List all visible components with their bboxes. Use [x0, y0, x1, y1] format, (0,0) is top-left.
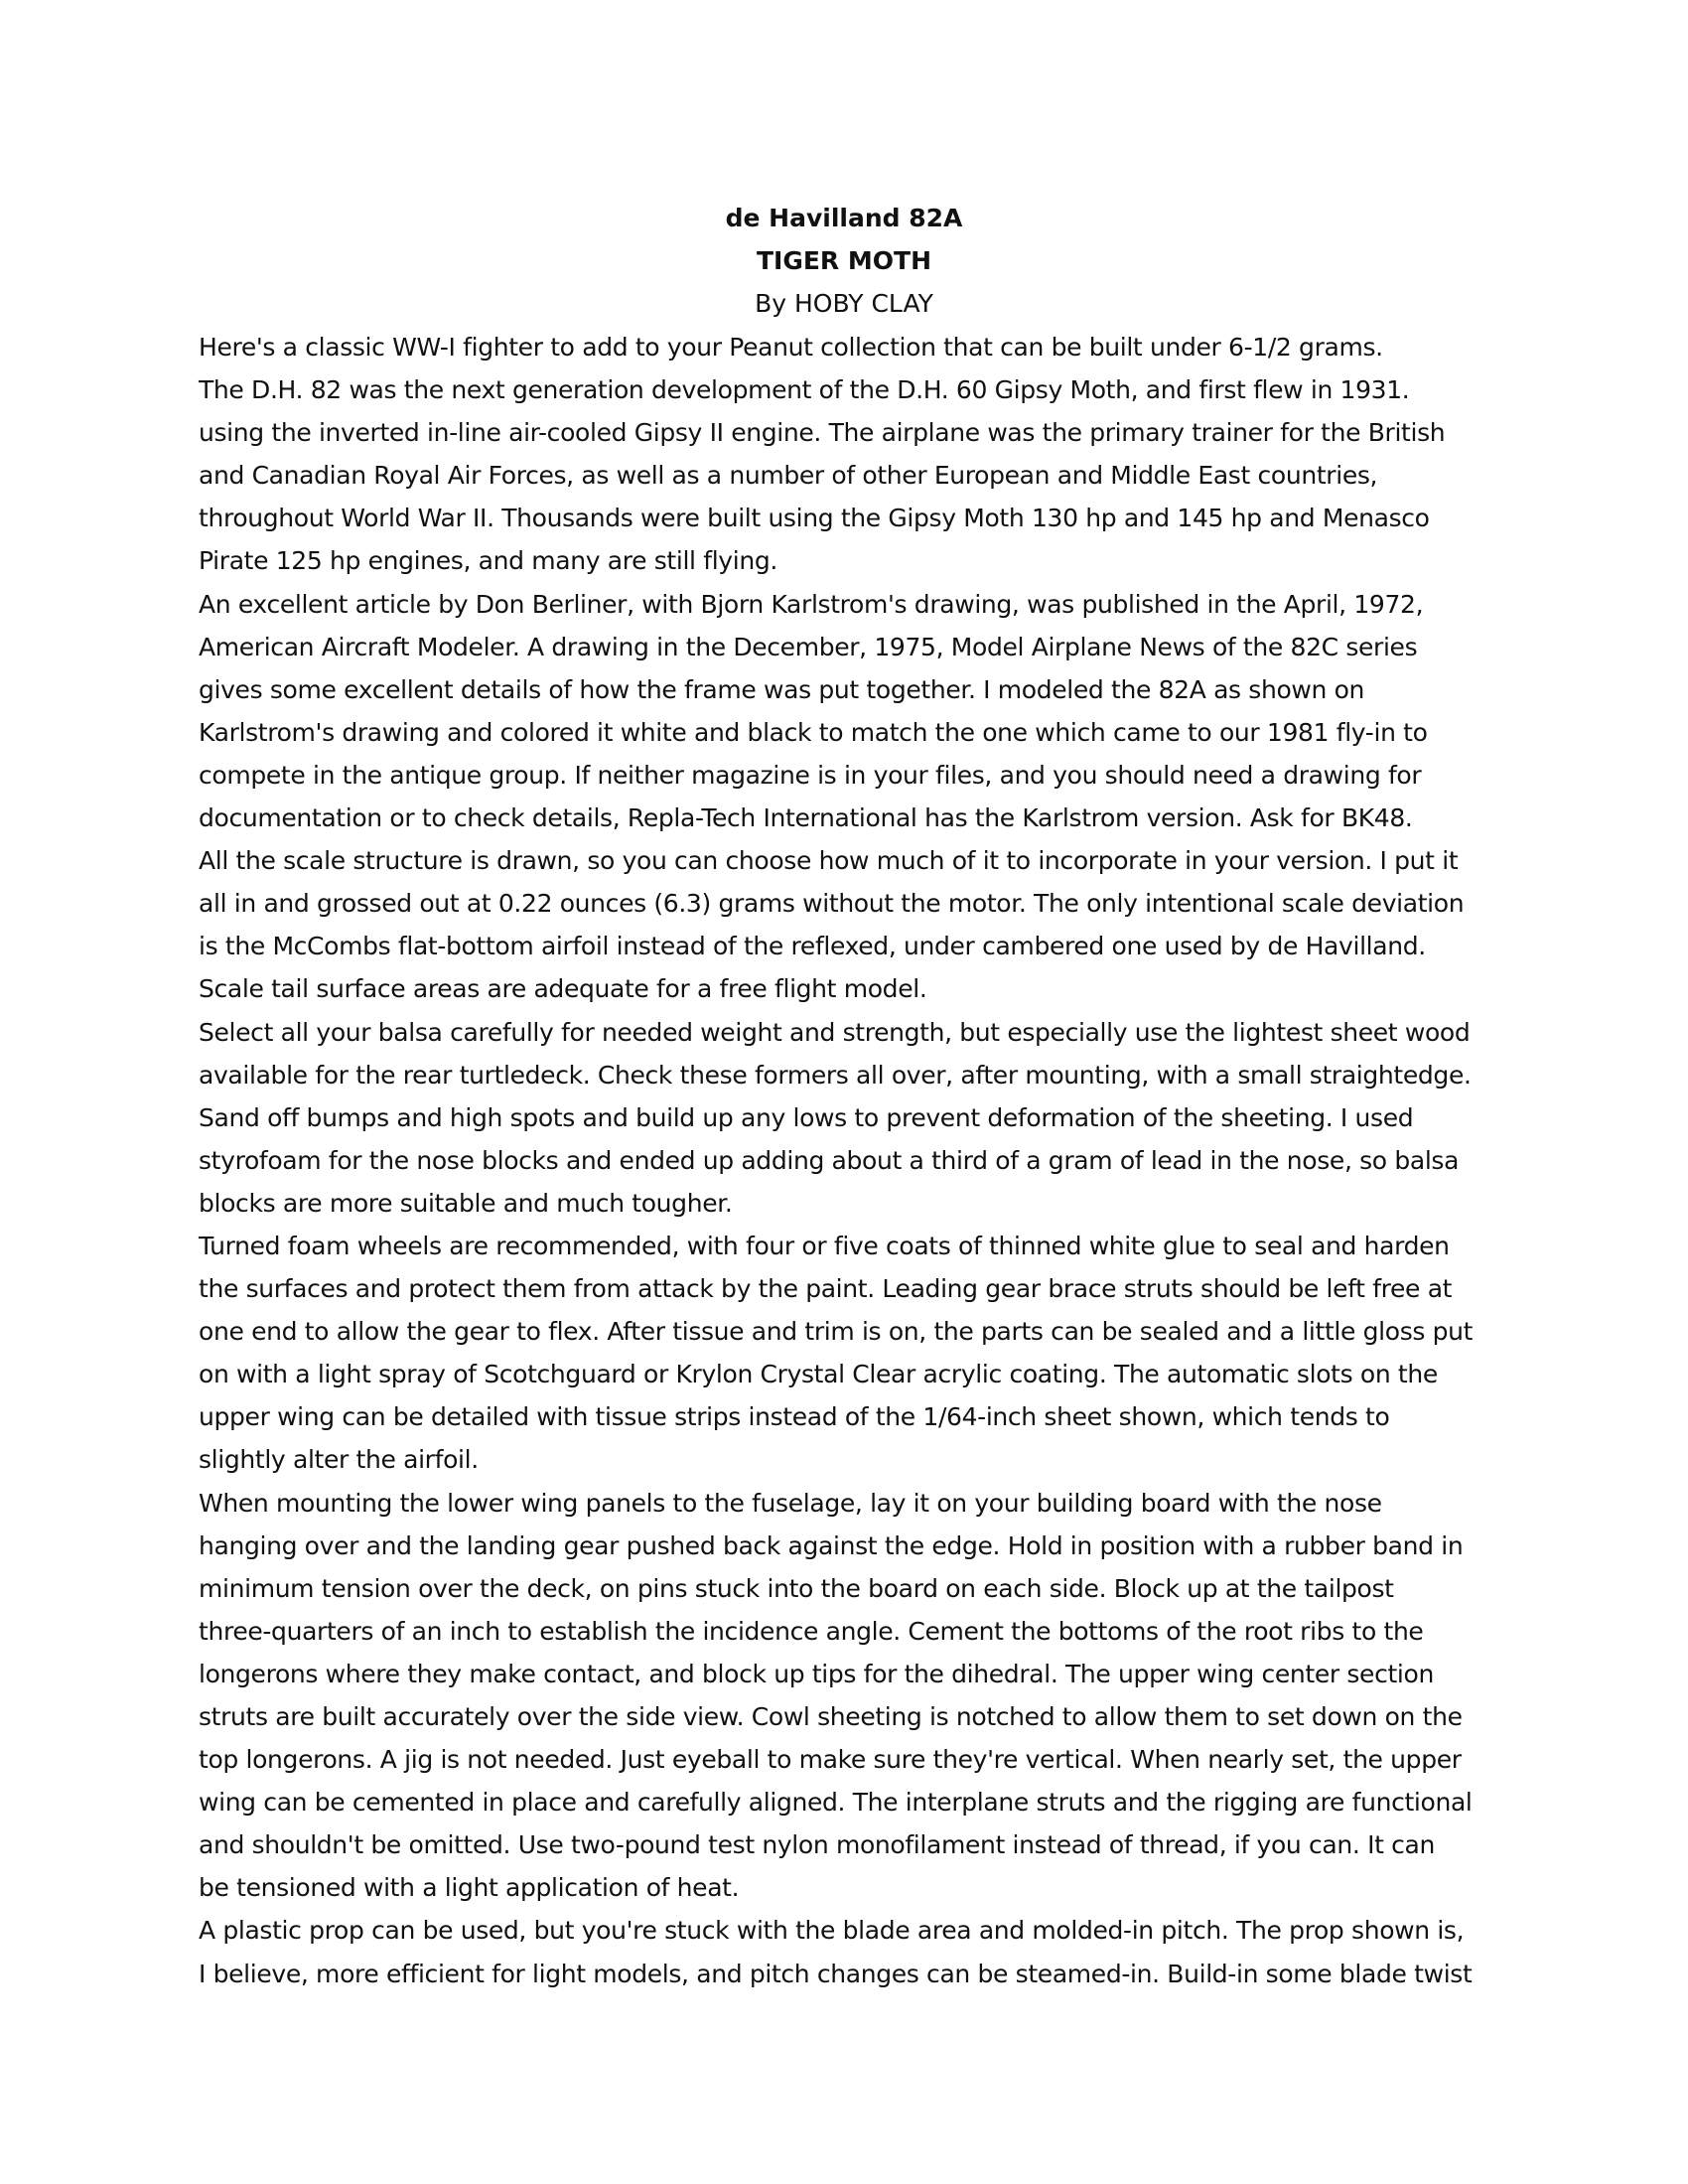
- text-line: All the scale structure is drawn, so you can choose how much of it to incorporate in your version. I put it: [199, 846, 1459, 876]
- text-line: be tensioned with a light application of heat.: [199, 1873, 740, 1903]
- text-line: Select all your balsa carefully for needed weight and strength, but especially use the lightest sheet wood: [199, 1017, 1471, 1047]
- text-line: using the inverted in-line air-cooled Gipsy II engine. The airplane was the primary trainer for the British: [199, 418, 1446, 448]
- text-line: hanging over and the landing gear pushed back against the edge. Hold in position with a rubber band in: [199, 1530, 1464, 1560]
- article-subtitle: TIGER MOTH: [756, 246, 931, 275]
- text-line: Pirate 125 hp engines, and many are still flying.: [199, 546, 777, 576]
- text-line: Scale tail surface areas are adequate for a free flight model.: [199, 974, 927, 1004]
- article-body: [199, 326, 1489, 2038]
- text-line: [199, 1995, 1489, 2038]
- text-line: is the McCombs flat-bottom airfoil instead of the reflexed, under cambered one used by de Havilland.: [199, 932, 1426, 961]
- text-line: and Canadian Royal Air Forces, as well as a number of other European and Middle East countries,: [199, 461, 1378, 491]
- text-line: upper wing can be detailed with tissue strips instead of the 1/64-inch sheet shown, which tends to: [199, 1402, 1390, 1432]
- text-line: I believe, more efficient for light models, and pitch changes can be steamed-in. Build-in some blade twist: [199, 1959, 1473, 1988]
- text-line: Karlstrom's drawing and colored it white and black to match the one which came to our 1981 fly-in to: [199, 717, 1428, 747]
- text-line: on with a light spray of Scotchguard or Krylon Crystal Clear acrylic coating. The automatic slots on the: [199, 1360, 1438, 1389]
- text-line: When mounting the lower wing panels to the fuselage, lay it on your building board with the nose: [199, 1488, 1382, 1518]
- text-line: compete in the antique group. If neither magazine is in your files, and you should need a drawing for: [199, 760, 1422, 790]
- text-line: minimum tension over the deck, on pins stuck into the board on each side. Block up at the tailpost: [199, 1573, 1394, 1603]
- text-line: The D.H. 82 was the next generation development of the D.H. 60 Gipsy Moth, and first flew in 1931.: [199, 375, 1410, 405]
- text-line: and shouldn't be omitted. Use two-pound test nylon monofilament instead of thread, if you can. It can: [199, 1830, 1435, 1860]
- text-line: documentation or to check details, Repla-Tech International has the Karlstrom version. Ask for BK48.: [199, 803, 1413, 833]
- text-line: blocks are more suitable and much tougher.: [199, 1188, 733, 1218]
- text-line: all in and grossed out at 0.22 ounces (6.3) grams without the motor. The only intentional scale deviation: [199, 889, 1465, 919]
- text-line: throughout World War II. Thousands were built using the Gipsy Moth 130 hp and 145 hp and Menasco: [199, 504, 1430, 533]
- article-header: [0, 197, 1688, 325]
- text-line: American Aircraft Modeler. A drawing in the December, 1975, Model Airplane News of the 82C series: [199, 632, 1418, 661]
- text-line: top longerons. A jig is not needed. Just eyeball to make sure they're vertical. When nearly set, the upper: [199, 1745, 1462, 1775]
- text-line: A plastic prop can be used, but you're stuck with the blade area and molded-in pitch. The prop shown is,: [199, 1916, 1465, 1946]
- text-line: slightly alter the airfoil.: [199, 1445, 479, 1475]
- text-line: the surfaces and protect them from attack by the paint. Leading gear brace struts should be left free at: [199, 1274, 1453, 1304]
- text-line: gives some excellent details of how the frame was put together. I modeled the 82A as shown on: [199, 674, 1365, 704]
- article-byline: By HOBY CLAY: [755, 289, 933, 318]
- text-line: three-quarters of an inch to establish the incidence angle. Cement the bottoms of the root ribs to the: [199, 1616, 1424, 1646]
- text-line: Turned foam wheels are recommended, with four or five coats of thinned white glue to seal and harden: [199, 1231, 1450, 1260]
- text-line: available for the rear turtledeck. Check these formers all over, after mounting, with a small straightedge.: [199, 1060, 1472, 1090]
- text-line: one end to allow the gear to flex. After tissue and trim is on, the parts can be sealed and a little gloss put: [199, 1317, 1474, 1347]
- text-line: wing can be cemented in place and carefully aligned. The interplane struts and the rigging are functional: [199, 1788, 1473, 1818]
- text-line: longerons where they make contact, and block up tips for the dihedral. The upper wing center section: [199, 1659, 1434, 1688]
- text-line: struts are built accurately over the side view. Cowl sheeting is notched to allow them to set down on the: [199, 1702, 1463, 1731]
- text-line: An excellent article by Don Berliner, with Bjorn Karlstrom's drawing, was published in the April, 1972,: [199, 589, 1424, 619]
- article-title: de Havilland 82A: [725, 204, 963, 232]
- text-line: styrofoam for the nose blocks and ended up adding about a third of a gram of lead in the nose, so balsa: [199, 1145, 1460, 1175]
- text-line: Sand off bumps and high spots and build up any lows to prevent deformation of the sheeting. I used: [199, 1102, 1414, 1132]
- text-line: Here's a classic WW-I fighter to add to your Peanut collection that can be built under 6-1/2 grams.: [199, 333, 1383, 362]
